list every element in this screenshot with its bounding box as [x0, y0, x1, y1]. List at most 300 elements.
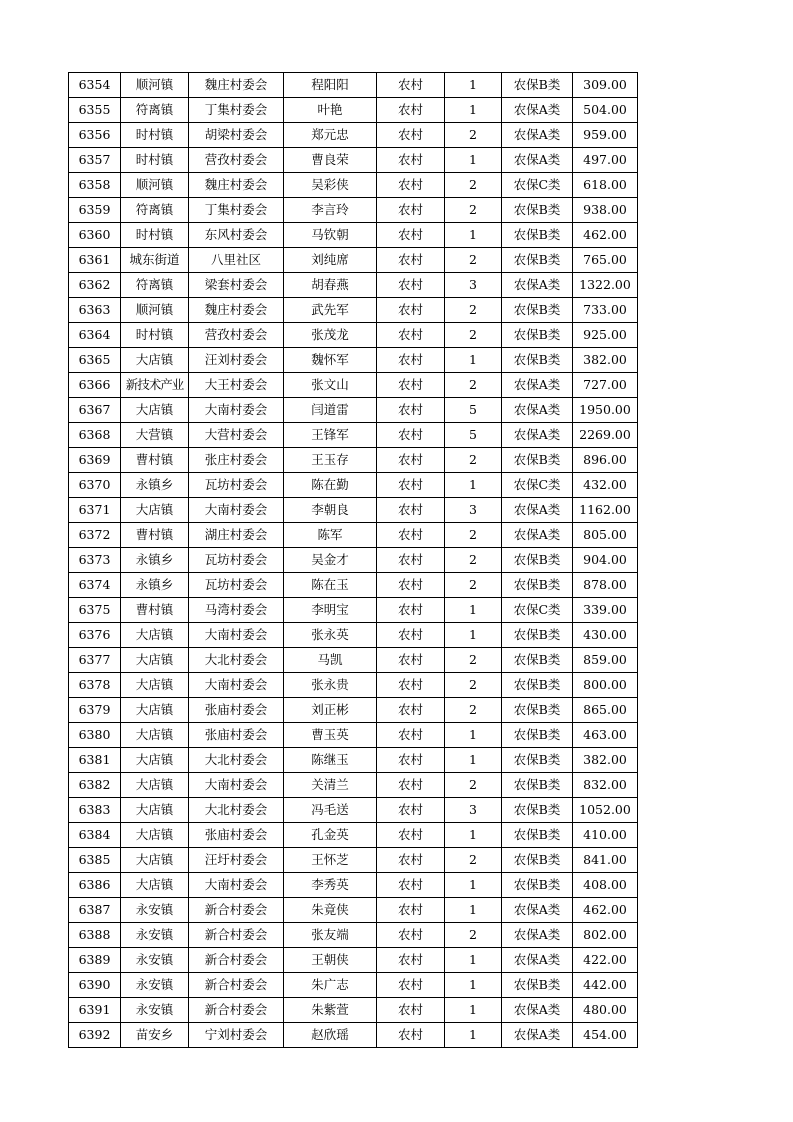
amount-cell: 904.00 [573, 548, 638, 573]
category-cell: 农保B类 [502, 723, 573, 748]
name-cell: 冯毛送 [284, 798, 377, 823]
village-cell: 大南村委会 [189, 623, 284, 648]
row-id-cell: 6367 [69, 398, 121, 423]
category-cell: 农保B类 [502, 223, 573, 248]
village-cell: 魏庄村委会 [189, 298, 284, 323]
row-id-cell: 6373 [69, 548, 121, 573]
household-count-cell: 2 [445, 848, 502, 873]
household-count-cell: 1 [445, 73, 502, 98]
amount-cell: 462.00 [573, 223, 638, 248]
category-cell: 农保B类 [502, 573, 573, 598]
household-count-cell: 1 [445, 623, 502, 648]
category-cell: 农保A类 [502, 373, 573, 398]
row-id-cell: 6388 [69, 923, 121, 948]
row-id-cell: 6390 [69, 973, 121, 998]
town-cell: 曹村镇 [121, 598, 189, 623]
town-cell: 顺河镇 [121, 173, 189, 198]
town-cell: 永镇乡 [121, 473, 189, 498]
category-cell: 农保B类 [502, 973, 573, 998]
row-id-cell: 6375 [69, 598, 121, 623]
town-cell: 大店镇 [121, 848, 189, 873]
table-row [69, 748, 638, 773]
row-id-cell: 6360 [69, 223, 121, 248]
category-cell: 农保B类 [502, 798, 573, 823]
name-cell: 朱竟侠 [284, 898, 377, 923]
row-id-cell: 6387 [69, 898, 121, 923]
town-cell: 曹村镇 [121, 448, 189, 473]
name-cell: 陈继玉 [284, 748, 377, 773]
category-cell: 农保B类 [502, 448, 573, 473]
type-cell: 农村 [377, 648, 445, 673]
town-cell: 永安镇 [121, 973, 189, 998]
household-count-cell: 2 [445, 548, 502, 573]
household-count-cell: 1 [445, 148, 502, 173]
name-cell: 赵欣瑶 [284, 1023, 377, 1048]
town-cell: 大店镇 [121, 673, 189, 698]
amount-cell: 959.00 [573, 123, 638, 148]
category-cell: 农保A类 [502, 998, 573, 1023]
type-cell: 农村 [377, 973, 445, 998]
type-cell: 农村 [377, 623, 445, 648]
name-cell: 曹良荣 [284, 148, 377, 173]
table-row [69, 648, 638, 673]
village-cell: 汪刘村委会 [189, 348, 284, 373]
village-cell: 汪圩村委会 [189, 848, 284, 873]
household-count-cell: 1 [445, 473, 502, 498]
row-id-cell: 6381 [69, 748, 121, 773]
name-cell: 李朝良 [284, 498, 377, 523]
type-cell: 农村 [377, 798, 445, 823]
category-cell: 农保A类 [502, 423, 573, 448]
town-cell: 永安镇 [121, 948, 189, 973]
table-row [69, 623, 638, 648]
household-count-cell: 1 [445, 223, 502, 248]
town-cell: 永安镇 [121, 998, 189, 1023]
amount-cell: 463.00 [573, 723, 638, 748]
household-count-cell: 1 [445, 98, 502, 123]
category-cell: 农保B类 [502, 348, 573, 373]
row-id-cell: 6376 [69, 623, 121, 648]
amount-cell: 504.00 [573, 98, 638, 123]
table-row [69, 523, 638, 548]
row-id-cell: 6371 [69, 498, 121, 523]
village-cell: 大南村委会 [189, 773, 284, 798]
category-cell: 农保B类 [502, 198, 573, 223]
household-count-cell: 2 [445, 573, 502, 598]
type-cell: 农村 [377, 898, 445, 923]
type-cell: 农村 [377, 723, 445, 748]
amount-cell: 454.00 [573, 1023, 638, 1048]
category-cell: 农保A类 [502, 948, 573, 973]
type-cell: 农村 [377, 148, 445, 173]
name-cell: 张永贵 [284, 673, 377, 698]
type-cell: 农村 [377, 873, 445, 898]
table-row [69, 373, 638, 398]
town-cell: 永镇乡 [121, 548, 189, 573]
type-cell: 农村 [377, 498, 445, 523]
name-cell: 孔金英 [284, 823, 377, 848]
amount-cell: 422.00 [573, 948, 638, 973]
category-cell: 农保B类 [502, 323, 573, 348]
category-cell: 农保A类 [502, 148, 573, 173]
household-count-cell: 1 [445, 898, 502, 923]
amount-cell: 733.00 [573, 298, 638, 323]
town-cell: 大店镇 [121, 798, 189, 823]
category-cell: 农保B类 [502, 548, 573, 573]
village-cell: 大王村委会 [189, 373, 284, 398]
household-count-cell: 2 [445, 323, 502, 348]
village-cell: 新合村委会 [189, 898, 284, 923]
category-cell: 农保A类 [502, 273, 573, 298]
town-cell: 城东街道 [121, 248, 189, 273]
category-cell: 农保A类 [502, 523, 573, 548]
table-row [69, 148, 638, 173]
village-cell: 张庙村委会 [189, 698, 284, 723]
category-cell: 农保B类 [502, 623, 573, 648]
category-cell: 农保C类 [502, 473, 573, 498]
type-cell: 农村 [377, 98, 445, 123]
type-cell: 农村 [377, 323, 445, 348]
household-count-cell: 2 [445, 648, 502, 673]
row-id-cell: 6382 [69, 773, 121, 798]
amount-cell: 859.00 [573, 648, 638, 673]
category-cell: 农保A类 [502, 923, 573, 948]
row-id-cell: 6370 [69, 473, 121, 498]
subsidy-table [68, 72, 638, 1048]
amount-cell: 800.00 [573, 673, 638, 698]
row-id-cell: 6391 [69, 998, 121, 1023]
household-count-cell: 2 [445, 673, 502, 698]
type-cell: 农村 [377, 373, 445, 398]
amount-cell: 938.00 [573, 198, 638, 223]
type-cell: 农村 [377, 598, 445, 623]
type-cell: 农村 [377, 348, 445, 373]
household-count-cell: 1 [445, 723, 502, 748]
town-cell: 曹村镇 [121, 523, 189, 548]
household-count-cell: 2 [445, 173, 502, 198]
name-cell: 马钦朝 [284, 223, 377, 248]
amount-cell: 1162.00 [573, 498, 638, 523]
table-row [69, 173, 638, 198]
name-cell: 王玉存 [284, 448, 377, 473]
name-cell: 吴金才 [284, 548, 377, 573]
category-cell: 农保B类 [502, 648, 573, 673]
table-row [69, 598, 638, 623]
amount-cell: 432.00 [573, 473, 638, 498]
household-count-cell: 5 [445, 423, 502, 448]
category-cell: 农保A类 [502, 98, 573, 123]
amount-cell: 497.00 [573, 148, 638, 173]
village-cell: 瓦坊村委会 [189, 573, 284, 598]
table-row [69, 873, 638, 898]
amount-cell: 382.00 [573, 748, 638, 773]
village-cell: 宁刘村委会 [189, 1023, 284, 1048]
category-cell: 农保C类 [502, 173, 573, 198]
row-id-cell: 6361 [69, 248, 121, 273]
town-cell: 大店镇 [121, 623, 189, 648]
village-cell: 魏庄村委会 [189, 173, 284, 198]
name-cell: 陈军 [284, 523, 377, 548]
amount-cell: 878.00 [573, 573, 638, 598]
amount-cell: 832.00 [573, 773, 638, 798]
household-count-cell: 3 [445, 798, 502, 823]
row-id-cell: 6374 [69, 573, 121, 598]
type-cell: 农村 [377, 748, 445, 773]
village-cell: 大营村委会 [189, 423, 284, 448]
village-cell: 大北村委会 [189, 648, 284, 673]
town-cell: 大店镇 [121, 698, 189, 723]
household-count-cell: 1 [445, 823, 502, 848]
type-cell: 农村 [377, 248, 445, 273]
village-cell: 大北村委会 [189, 748, 284, 773]
table-row [69, 273, 638, 298]
amount-cell: 408.00 [573, 873, 638, 898]
name-cell: 魏怀军 [284, 348, 377, 373]
row-id-cell: 6380 [69, 723, 121, 748]
amount-cell: 1950.00 [573, 398, 638, 423]
name-cell: 关清兰 [284, 773, 377, 798]
village-cell: 魏庄村委会 [189, 73, 284, 98]
household-count-cell: 1 [445, 973, 502, 998]
table-body [69, 73, 638, 1048]
type-cell: 农村 [377, 923, 445, 948]
household-count-cell: 1 [445, 748, 502, 773]
type-cell: 农村 [377, 1023, 445, 1048]
name-cell: 武先军 [284, 298, 377, 323]
village-cell: 梁套村委会 [189, 273, 284, 298]
type-cell: 农村 [377, 398, 445, 423]
table-row [69, 798, 638, 823]
table-row [69, 673, 638, 698]
village-cell: 大南村委会 [189, 498, 284, 523]
town-cell: 永安镇 [121, 898, 189, 923]
type-cell: 农村 [377, 523, 445, 548]
table-row [69, 398, 638, 423]
table-row [69, 823, 638, 848]
name-cell: 张文山 [284, 373, 377, 398]
village-cell: 大北村委会 [189, 798, 284, 823]
table-row [69, 223, 638, 248]
table-row [69, 423, 638, 448]
row-id-cell: 6369 [69, 448, 121, 473]
row-id-cell: 6355 [69, 98, 121, 123]
row-id-cell: 6359 [69, 198, 121, 223]
name-cell: 陈在勤 [284, 473, 377, 498]
household-count-cell: 2 [445, 248, 502, 273]
category-cell: 农保B类 [502, 673, 573, 698]
town-cell: 时村镇 [121, 148, 189, 173]
table-row [69, 248, 638, 273]
table-row [69, 998, 638, 1023]
amount-cell: 1052.00 [573, 798, 638, 823]
name-cell: 李秀英 [284, 873, 377, 898]
table-row [69, 123, 638, 148]
village-cell: 张庙村委会 [189, 723, 284, 748]
type-cell: 农村 [377, 573, 445, 598]
row-id-cell: 6358 [69, 173, 121, 198]
category-cell: 农保A类 [502, 1023, 573, 1048]
row-id-cell: 6356 [69, 123, 121, 148]
amount-cell: 309.00 [573, 73, 638, 98]
name-cell: 张茂龙 [284, 323, 377, 348]
row-id-cell: 6364 [69, 323, 121, 348]
town-cell: 符离镇 [121, 198, 189, 223]
village-cell: 胡梁村委会 [189, 123, 284, 148]
village-cell: 马湾村委会 [189, 598, 284, 623]
table-row [69, 723, 638, 748]
table-row [69, 898, 638, 923]
amount-cell: 2269.00 [573, 423, 638, 448]
village-cell: 营孜村委会 [189, 323, 284, 348]
type-cell: 农村 [377, 773, 445, 798]
type-cell: 农村 [377, 698, 445, 723]
type-cell: 农村 [377, 998, 445, 1023]
name-cell: 马凯 [284, 648, 377, 673]
name-cell: 张友端 [284, 923, 377, 948]
table-row [69, 1023, 638, 1048]
row-id-cell: 6354 [69, 73, 121, 98]
table-row [69, 698, 638, 723]
row-id-cell: 6389 [69, 948, 121, 973]
town-cell: 大店镇 [121, 348, 189, 373]
type-cell: 农村 [377, 473, 445, 498]
table-row [69, 848, 638, 873]
table-row [69, 448, 638, 473]
name-cell: 王怀芝 [284, 848, 377, 873]
town-cell: 时村镇 [121, 123, 189, 148]
household-count-cell: 2 [445, 198, 502, 223]
name-cell: 朱紫萱 [284, 998, 377, 1023]
town-cell: 大店镇 [121, 648, 189, 673]
household-count-cell: 2 [445, 773, 502, 798]
household-count-cell: 3 [445, 498, 502, 523]
table-row [69, 773, 638, 798]
amount-cell: 805.00 [573, 523, 638, 548]
village-cell: 大南村委会 [189, 873, 284, 898]
table-row [69, 348, 638, 373]
village-cell: 营孜村委会 [189, 148, 284, 173]
type-cell: 农村 [377, 448, 445, 473]
town-cell: 大营镇 [121, 423, 189, 448]
household-count-cell: 1 [445, 598, 502, 623]
row-id-cell: 6368 [69, 423, 121, 448]
name-cell: 陈在玉 [284, 573, 377, 598]
row-id-cell: 6385 [69, 848, 121, 873]
town-cell: 时村镇 [121, 323, 189, 348]
household-count-cell: 2 [445, 373, 502, 398]
town-cell: 大店镇 [121, 398, 189, 423]
name-cell: 王锋军 [284, 423, 377, 448]
name-cell: 闫道雷 [284, 398, 377, 423]
table-row [69, 573, 638, 598]
village-cell: 大南村委会 [189, 673, 284, 698]
table-row [69, 498, 638, 523]
household-count-cell: 3 [445, 273, 502, 298]
amount-cell: 1322.00 [573, 273, 638, 298]
household-count-cell: 2 [445, 523, 502, 548]
town-cell: 顺河镇 [121, 73, 189, 98]
village-cell: 大南村委会 [189, 398, 284, 423]
table-row [69, 298, 638, 323]
amount-cell: 618.00 [573, 173, 638, 198]
village-cell: 新合村委会 [189, 923, 284, 948]
amount-cell: 765.00 [573, 248, 638, 273]
type-cell: 农村 [377, 73, 445, 98]
town-cell: 大店镇 [121, 773, 189, 798]
amount-cell: 382.00 [573, 348, 638, 373]
town-cell: 大店镇 [121, 873, 189, 898]
amount-cell: 462.00 [573, 898, 638, 923]
row-id-cell: 6357 [69, 148, 121, 173]
category-cell: 农保A类 [502, 398, 573, 423]
row-id-cell: 6366 [69, 373, 121, 398]
row-id-cell: 6378 [69, 673, 121, 698]
household-count-cell: 2 [445, 923, 502, 948]
town-cell: 新技术产业 [121, 373, 189, 398]
amount-cell: 727.00 [573, 373, 638, 398]
household-count-cell: 1 [445, 873, 502, 898]
village-cell: 张庙村委会 [189, 823, 284, 848]
type-cell: 农村 [377, 173, 445, 198]
table-row [69, 473, 638, 498]
household-count-cell: 2 [445, 298, 502, 323]
category-cell: 农保B类 [502, 298, 573, 323]
type-cell: 农村 [377, 198, 445, 223]
category-cell: 农保A类 [502, 123, 573, 148]
table-row [69, 548, 638, 573]
category-cell: 农保B类 [502, 823, 573, 848]
name-cell: 刘纯席 [284, 248, 377, 273]
household-count-cell: 2 [445, 698, 502, 723]
village-cell: 新合村委会 [189, 998, 284, 1023]
category-cell: 农保B类 [502, 748, 573, 773]
type-cell: 农村 [377, 273, 445, 298]
table-row [69, 323, 638, 348]
row-id-cell: 6384 [69, 823, 121, 848]
household-count-cell: 2 [445, 123, 502, 148]
village-cell: 张庄村委会 [189, 448, 284, 473]
household-count-cell: 5 [445, 398, 502, 423]
category-cell: 农保B类 [502, 873, 573, 898]
village-cell: 瓦坊村委会 [189, 548, 284, 573]
amount-cell: 339.00 [573, 598, 638, 623]
amount-cell: 896.00 [573, 448, 638, 473]
type-cell: 农村 [377, 948, 445, 973]
amount-cell: 865.00 [573, 698, 638, 723]
table-row [69, 98, 638, 123]
town-cell: 大店镇 [121, 823, 189, 848]
name-cell: 李明宝 [284, 598, 377, 623]
amount-cell: 430.00 [573, 623, 638, 648]
type-cell: 农村 [377, 673, 445, 698]
category-cell: 农保B类 [502, 698, 573, 723]
name-cell: 曹玉英 [284, 723, 377, 748]
household-count-cell: 1 [445, 1023, 502, 1048]
village-cell: 丁集村委会 [189, 198, 284, 223]
table-row [69, 198, 638, 223]
name-cell: 张永英 [284, 623, 377, 648]
row-id-cell: 6372 [69, 523, 121, 548]
name-cell: 胡春燕 [284, 273, 377, 298]
amount-cell: 442.00 [573, 973, 638, 998]
town-cell: 时村镇 [121, 223, 189, 248]
category-cell: 农保C类 [502, 598, 573, 623]
amount-cell: 802.00 [573, 923, 638, 948]
town-cell: 大店镇 [121, 748, 189, 773]
household-count-cell: 1 [445, 998, 502, 1023]
table-row [69, 948, 638, 973]
table-row [69, 973, 638, 998]
